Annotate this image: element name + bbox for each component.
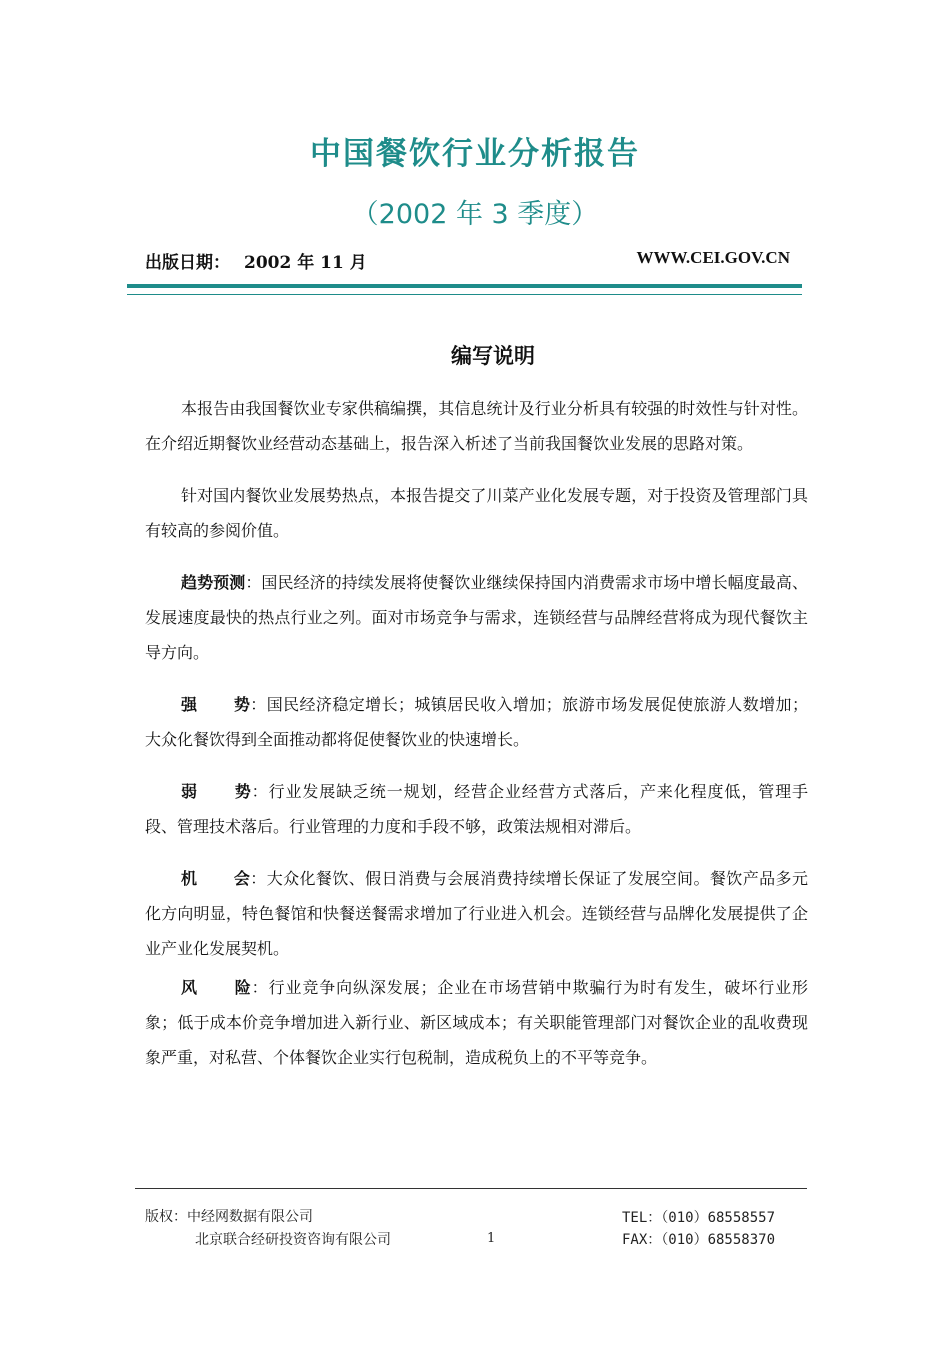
trend-forecast-text: 国民经济的持续发展将使餐饮业继续保持国内消费需求市场中增长幅度最高、发展速度最快的热点行业之列。面对市场竞争与需求，连锁经营与品牌经营将成为现代餐饮主导方向。 (145, 573, 808, 662)
risks-label: 风 险 (181, 978, 252, 997)
strengths-label: 强 势 (181, 695, 251, 714)
opportunities-label: 机 会 (181, 869, 251, 888)
copyright-line: 北京联合经研投资咨询有限公司 (195, 1232, 391, 1248)
footer-divider (135, 1188, 807, 1189)
header-divider-thin (127, 294, 802, 295)
weaknesses-label: 弱 势 (181, 782, 252, 801)
weaknesses-paragraph: 弱 势：行业发展缺乏统一规划，经营企业经营方式落后，产来化程度低，管理手段、管理技术落后。行业管理的力度和手段不够，政策法规相对滞后。 (145, 782, 808, 836)
website-link[interactable]: WWW.CEI.GOV.CN (636, 248, 790, 267)
risks-text: 行业竞争向纵深发展；企业在市场营销中欺骗行为时有发生，破坏行业形象；低于成本价竞争增加进入新行业、新区域成本；有关职能管理部门对餐饮企业的乱收费现象严重，对私营、个体餐饮企业实行包税制，造成税负上的不平等竞争。 (145, 978, 808, 1067)
telephone: TEL：（010）68558557 (622, 1210, 776, 1226)
publication-label: 出版日期： (145, 253, 230, 273)
trend-forecast-paragraph: 趋势预测：国民经济的持续发展将使餐饮业继续保持国内消费需求市场中增长幅度最高、发展速度最快的热点行业之列。面对市场竞争与需求，连锁经营与品牌经营将成为现代餐饮主导方向。 (145, 573, 808, 662)
header-divider-thick (127, 284, 802, 288)
strengths-text: 国民经济稳定增长；城镇居民收入增加；旅游市场发展促使旅游人数增加；大众化餐饮得到全面推动都将促使餐饮业的快速增长。 (145, 695, 808, 749)
publication-info (145, 248, 367, 273)
strengths-paragraph: 强 势：国民经济稳定增长；城镇居民收入增加；旅游市场发展促使旅游人数增加；大众化餐饮得到全面推动都将促使餐饮业的快速增长。 (145, 695, 808, 749)
report-body (145, 391, 808, 1075)
intro-paragraph: 本报告由我国餐饮业专家供稿编撰，其信息统计及行业分析具有较强的时效性与针对性。在介绍近期餐饮业经营动态基础上，报告深入析述了当前我国餐饮业发展的思路对策。 (145, 399, 808, 453)
weaknesses-text: 行业发展缺乏统一规划，经营企业经营方式落后，产来化程度低，管理手段、管理技术落后。行业管理的力度和手段不够，政策法规相对滞后。 (145, 782, 808, 836)
risks-paragraph: 风 险：行业竞争向纵深发展；企业在市场营销中欺骗行为时有发生，破坏行业形象；低于成本价竞争增加进入新行业、新区域成本；有关职能管理部门对餐饮企业的乱收费现象严重，对私营、个体餐饮企业实行包税制，造成税负上的不平等竞争。 (145, 978, 808, 1067)
trend-forecast-label: 趋势预测 (181, 573, 246, 592)
publication-date: 2002 年 11 月 (244, 253, 367, 273)
report-subtitle: （2002 年 3 季度） (351, 199, 599, 230)
page-number: 1 (487, 1231, 496, 1246)
section-heading: 编写说明 (451, 344, 535, 368)
opportunities-paragraph: 机 会：大众化餐饮、假日消费与会展消费持续增长保证了发展空间。餐饮产品多元化方向明显，特色餐馆和快餐送餐需求增加了行业进入机会。连锁经营与品牌化发展提供了企业产业化发展契机。 (145, 869, 808, 958)
report-title: 中国餐饮行业分析报告 (310, 136, 640, 172)
copyright-line: 版权：中经网数据有限公司 (145, 1209, 313, 1225)
intro-paragraph: 针对国内餐饮业发展势热点，本报告提交了川菜产业化发展专题，对于投资及管理部门具有较高的参阅价值。 (145, 486, 808, 540)
opportunities-text: 大众化餐饮、假日消费与会展消费持续增长保证了发展空间。餐饮产品多元化方向明显，特色餐馆和快餐送餐需求增加了行业进入机会。连锁经营与品牌化发展提供了企业产业化发展契机。 (145, 869, 808, 958)
fax: FAX：（010）68558370 (622, 1232, 776, 1248)
